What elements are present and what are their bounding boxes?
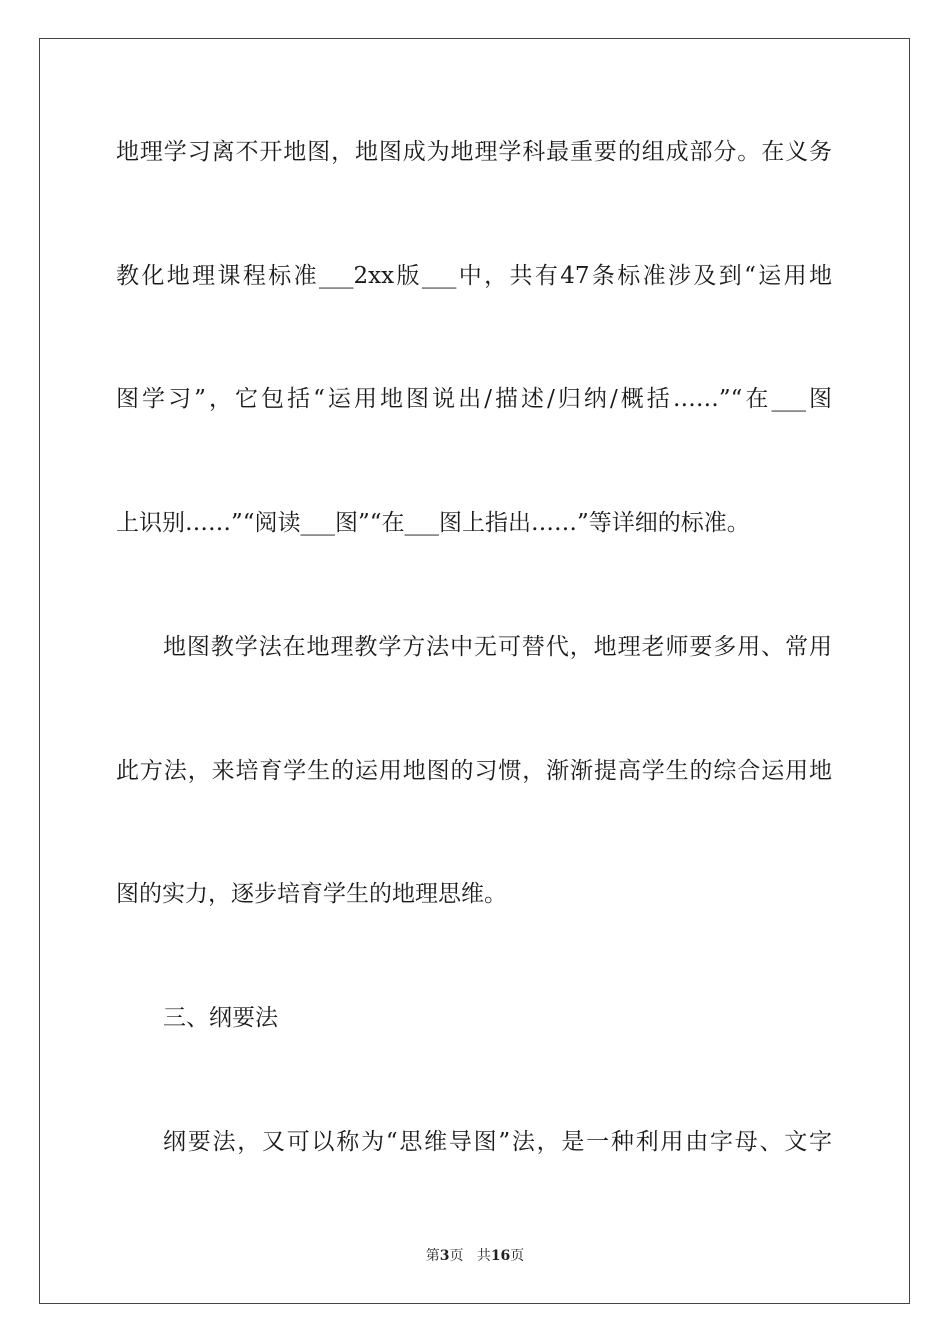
page-footer [0, 1246, 950, 1266]
page-border [39, 38, 910, 1304]
paragraph-line: 此方法，来培育学生的运用地图的习惯，渐渐提高学生的综合运用地 [116, 758, 832, 784]
paragraph-line: 图的实力，逐步培育学生的地理思维。 [116, 881, 507, 907]
section-heading: 三、纲要法 [163, 1005, 278, 1031]
paragraph-line: 地理学习离不开地图，地图成为地理学科最重要的组成部分。在义务 [116, 139, 832, 165]
paragraph-line: 纲要法，又可以称为“思维导图”法，是一种利用由字母、文字 [163, 1129, 832, 1155]
total-page-count: 16 [490, 1248, 511, 1264]
paragraph-line: 地图教学法在地理教学方法中无可替代，地理老师要多用、常用 [163, 634, 832, 660]
paragraph-line: 教化地理课程标准___2xx版___中，共有47条标准涉及到“运用地 [116, 263, 832, 289]
total-suffix: 页 [510, 1248, 525, 1264]
paragraph-line: 上识别……”“阅读___图”“在___图上指出……”等详细的标准。 [116, 510, 750, 536]
page-suffix: 页 [449, 1248, 464, 1264]
page-prefix: 第 [425, 1248, 440, 1264]
paragraph-line: 图学习”，它包括“运用地图说出/描述/归纳/概括……”“在___图 [116, 386, 832, 412]
total-prefix: 共 [476, 1248, 491, 1264]
current-page-number: 3 [439, 1248, 450, 1264]
